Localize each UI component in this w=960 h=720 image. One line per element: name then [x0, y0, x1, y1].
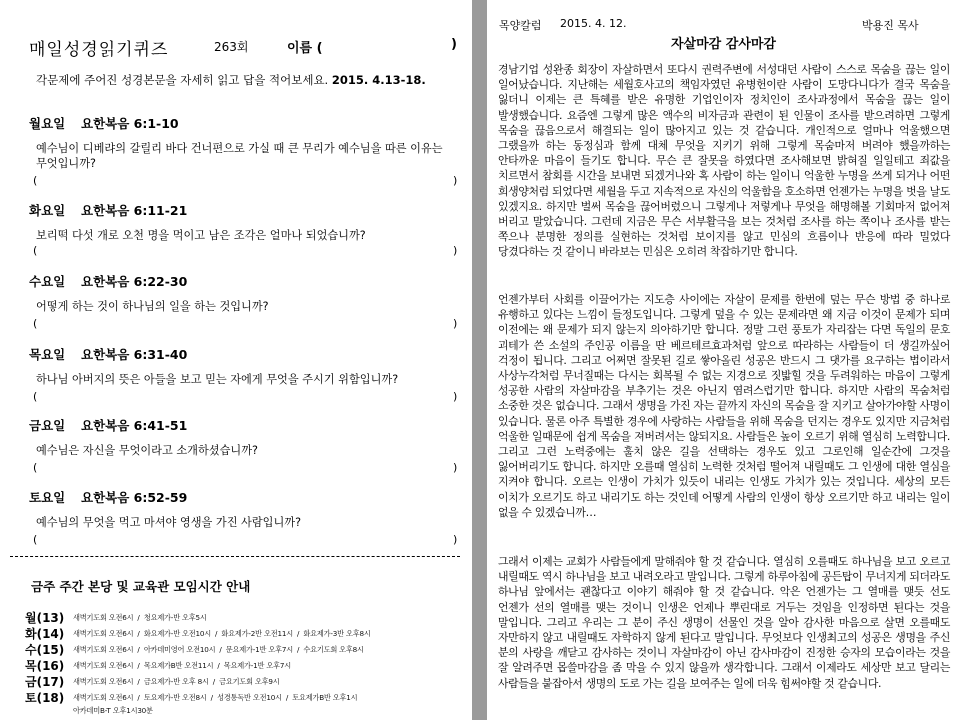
- column-paragraph: 그래서 이제는 교회가 사람들에게 말해줘야 할 것 같습니다. 열심히 오를때도 하나님을 보고 오르고 내릴때도 역시 하나님을 보고 내려오라고 말입니다. 그렇게 하루아침에 공든탑이 무너지게 되더라도 하나님 앞에서는 괜찮다고 이야기 해줘야 할 것 같습니다. 악은 언젠가는 그 열매를 맺듯 선도 언젠가 선의 열매를 맺는 것이니 인생은 언제나 뿌린대로 거두는 것임을 인정하면 된다는 것을 말입니다. 그리고 우리는 그 분이 주신 생명이 선물인 것을 알아 감사한 마음으로 살면 오를때도 자만하지 않고 내릴때도 자학하지 않게 된다고 말입니다. 무엇보다 인생최고의 성공은 생명을 주신 분의 사랑을 깨닫고 감사하는 것이니 자살마감이 아닌 감사마감이 진정한 승자의 모습이라는 것을 잘 알려주면 몹쓸마감을 좀 막을 수 있지 않을까 생각합니다. 그래서 이제라도 세상만 보고 달리는 사람들을 붙잡아서 생명의 도로 가는 길을 보여주는 일에 더욱 힘써야할 것 같습니다.: [498, 555, 950, 690]
- schedule-row-tue: 화(14) 새벽기도회 오전6시 / 화요제가-반 오전10시 / 화요제가-2반 오전11시 / 화요제가-3반 오후8시: [25, 627, 371, 641]
- schedule-day: 화(14): [25, 627, 65, 641]
- schedule-row-thu: 목(16) 새벽기도회 오전6시 / 목요제가B반 오전11시 / 목요제가-1반 오후7시: [25, 659, 291, 673]
- dashed-divider: [10, 556, 460, 557]
- schedule-item: 화요제가-3반 오후8시: [303, 628, 371, 638]
- schedule-item: 문요제가-1반 오후7시: [225, 644, 293, 654]
- column-paragraph: 언젠가부터 사회를 이끌어가는 지도층 사이에는 자살이 문제를 한번에 덮는 무슨 방법 중 하나로 유행하고 있다는 느낌이 들정도입니다. 그렇게 덮을 수 있는 문제라면 왜 지금 이것이 문제가 되며 이전에는 왜 문제가 되지 않는지 의아하기만 합니다. 정말 그런 풍토가 자리잡는 다면 독일의 문호 괴테가 쓴 소설의 주인공 이름을 딴 베르테르효과처럼 앞으로 따라하는 사람들이 더 생길까싶어 걱정이 됩니다. 그리고 어쩌면 잘못된 길로 쌓아올린 성공은 반드시 그 댓가를 요구하는 법이라서 사상누각처럼 무너질때는 다시는 회복될 수 없는 지경으로 짓밟힐 것을 두려워하는 마음이 그렇게 성공한 사람의 자살마감을 부추기는 것은 아닌지 염려스럽기만 합니다. 하지만 사람의 목숨처럼 소중한 것은 없습니다. 그래서 생명을 가진 자는 끝까지 자신의 목숨을 잘 지키고 살아가야할 사명이 있습니다. 물론 아주 특별한 경우에 사랑하는 사람들을 위해 목숨을 던지는 경우도 있지만 지금처럼 억울한 일때문에 쉽게 목숨을 져버려서는 않되지요. 사람들은 높이 오르기 위해 열심히 노력합니다. 그리고 그런 노력중에는 훌치 않은 길을 선택하는 경우도 있고 그로인해 일순간에 그것을 잃어버리기도 합니다. 하지만 오를때 열심히 노력한 것처럼 떨어져 내릴때도 그 인생에 대한 열심을 지켜야 합니다. 오르는 인생이 가치가 있듯이 내리는 인생도 가치가 있는 것입니다. 세상의 모든 이치가 오르기도 하고 내리기도 하는 것인데 어떻게 사람의 인생이 항상 오르기만 하고 내리는 일이 없을 수 있겠습니까…: [498, 293, 950, 519]
- schedule-item: 청요제가-반 오후5시: [143, 612, 207, 622]
- answer-open-paren: (: [33, 390, 38, 403]
- question-header: [29, 201, 187, 219]
- question-reference: 요한복음 6:11-21: [81, 203, 188, 218]
- schedule-row-wed: 수(15) 새벽기도회 오전6시 / 아카데미영어 오전10시 / 문요제가-1반 오후7시 / 수요기도회 오후8시: [25, 643, 364, 657]
- schedule-item: 아카데미영어 오전10시: [143, 644, 216, 654]
- schedule-row-fri: 금(17) 새벽기도회 오전6시 / 금요제가-반 오후 8시 / 금요기도회 오후9시: [25, 675, 280, 689]
- question-header: [29, 488, 187, 506]
- question-reference: 요한복음 6:22-30: [81, 274, 188, 289]
- question-reference: 요한복음 6:41-51: [81, 418, 188, 433]
- name-close-paren: ): [451, 37, 457, 52]
- question-text: 보리떡 다섯 개로 오천 명을 먹이고 남은 조각은 얼마나 되었습니까?: [36, 229, 366, 242]
- schedule-day: 토(18): [25, 691, 65, 705]
- schedule-item: 토요제가B반 오후1시: [292, 692, 358, 702]
- schedule-item: 아카데미B-T 오후1시30분: [73, 705, 153, 715]
- question-reference: 요한복음 6:31-40: [81, 347, 188, 362]
- question-text: 예수님은 자신을 무엇이라고 소개하셨습니까?: [36, 444, 258, 457]
- answer-close-paren: ): [453, 390, 458, 403]
- quiz-page: [0, 0, 472, 720]
- column-date: 2015. 4. 12.: [560, 17, 627, 30]
- column-label: 목양칼럼: [499, 19, 542, 32]
- question-day: 목요일: [29, 347, 66, 362]
- question-header: [29, 114, 179, 132]
- quiz-number: 263회: [214, 40, 249, 54]
- answer-open-paren: (: [33, 244, 38, 257]
- column-paragraph: 경남기업 성완종 회장이 자살하면서 또다시 권력주변에 서성대던 사람이 스스로 목숨을 끊는 일이 일어났습니다. 지난해는 세월호사고의 책임자였던 유병헌이란 사람이 도망다니다가 결국 목숨을 잃더니 이제는 큰 특혜를 받은 유명한 기업인이자 정치인이 조사과정에서 목숨을 끊는 일이 발생했습니다. 요즘엔 그렇게 많은 액수의 비자금과 관련이 된 인물이 조사를 받으려하면 그렇게 목숨을 끊음으로서 해결되는 일이 많아지고 있는 것 같습니다. 개인적으로 얼마나 억울했으면 그랬을까 하는 동정심과 함께 대체 무엇을 지키기 위해 그렇게 목숨마저 버려야 했을까하는 안타까운 마음이 들기도 합니다. 무슨 큰 잘못을 하였다면 조사해보면 밝혀질 일일테고 죄값을 치르면서 참회를 시간을 보내면 되겠거나와 혹 사람이 하는 일이니 억울한 누명을 쓰게 되거나 어떤 희생양처럼 되었다면 세월을 두고 지속적으로 자신의 억울함을 호소하면 언젠가는 누명을 벗을 날도 있겠지요. 하지만 벌써 목숨을 끊어버렸으니 그렇게나 저렇게나 무엇을 해명해볼 기회마저 없어져 버리고 말았습니다. 그런데 지금은 무슨 서부활극을 보는 것처럼 조사를 하는 쪽이나 조사를 받는 쪽으나 분명한 정의를 실현하는 것처럼 보이지를 않고 민심의 흐름이나 반응에 따라 밀었다 당겼다하는 것 같이니 바라보는 민심은 오히려 착잡하기만 합니다.: [498, 63, 950, 259]
- schedule-title: 금주 주간 본당 및 교육관 모임시간 안내: [31, 579, 251, 594]
- schedule-row-sat-cont: [73, 700, 153, 716]
- schedule-item: 목요제가B반 오전11시: [143, 660, 214, 670]
- question-reference: 요한복음 6:52-59: [81, 490, 188, 505]
- answer-close-paren: ): [453, 461, 458, 474]
- schedule-item: 목요제가-1반 오후7시: [223, 660, 291, 670]
- column-page: [487, 0, 960, 720]
- schedule-item: 새벽기도회 오전6시: [73, 676, 134, 686]
- schedule-day: 금(17): [25, 675, 65, 689]
- quiz-instruction: [36, 72, 426, 88]
- answer-close-paren: ): [453, 174, 458, 187]
- question-day: 금요일: [29, 418, 66, 433]
- schedule-item: 새벽기도회 오전6시: [73, 644, 134, 654]
- instruction-date: 2015. 4.13-18.: [331, 73, 426, 87]
- question-day: 화요일: [29, 203, 66, 218]
- answer-close-paren: ): [453, 533, 458, 546]
- question-text: 어떻게 하는 것이 하나님의 일을 하는 것입니까?: [36, 300, 269, 313]
- question-header: [29, 272, 187, 290]
- answer-open-paren: (: [33, 174, 38, 187]
- schedule-day: 수(15): [25, 643, 65, 657]
- schedule-row-mon: 월(13) 새벽기도회 오전6시 / 청요제가-반 오후5시: [25, 611, 207, 625]
- question-text: 예수님이 디베랴의 갈릴리 바다 건너편으로 가실 때 큰 무리가 예수님을 따른 이유는 무엇입니까?: [36, 142, 443, 170]
- schedule-item: 성경통독반 오전10시: [217, 692, 282, 702]
- question-header: [29, 345, 187, 363]
- schedule-day: 월(13): [25, 611, 65, 625]
- question-day: 수요일: [29, 274, 66, 289]
- schedule-item: 새벽기도회 오전6시: [73, 692, 134, 702]
- column-author: 박용진 목사: [862, 19, 919, 32]
- schedule-item: 새벽기도회 오전6시: [73, 660, 134, 670]
- instruction-text: 각문제에 주어진 성경본문을 자세히 읽고 답을 적어보세요.: [36, 73, 329, 87]
- answer-open-paren: (: [33, 461, 38, 474]
- answer-close-paren: ): [453, 317, 458, 330]
- question-header: [29, 416, 187, 434]
- question-day: 월요일: [29, 116, 66, 131]
- schedule-item: 새벽기도회 오전6시: [73, 628, 134, 638]
- schedule-item: 화요제가-2반 오전11시: [221, 628, 293, 638]
- schedule-item: 토요제가-반 오전8시: [143, 692, 207, 702]
- name-label: 이름 (: [287, 41, 323, 56]
- schedule-item: 화요제가-반 오전10시: [143, 628, 211, 638]
- schedule-item: 금요기도회 오후9시: [219, 676, 280, 686]
- schedule-item: 수요기도회 오후8시: [303, 644, 364, 654]
- answer-open-paren: (: [33, 317, 38, 330]
- column-title: 자살마감 감사마감: [671, 37, 776, 52]
- schedule-item: 금요제가-반 오후 8시: [143, 676, 209, 686]
- answer-open-paren: (: [33, 533, 38, 546]
- question-day: 토요일: [29, 490, 66, 505]
- schedule-day: 목(16): [25, 659, 65, 673]
- schedule-row-sat: 토(18) 새벽기도회 오전6시 / 토요제가-반 오전8시 / 성경통독반 오전10시 / 토요제가B반 오후1시: [25, 691, 358, 705]
- schedule-item: 새벽기도회 오전6시: [73, 612, 134, 622]
- question-text: 예수님의 무엇을 먹고 마셔야 영생을 가진 사람입니까?: [36, 516, 302, 529]
- question-text: 하나님 아버지의 뜻은 아들을 보고 믿는 자에게 무엇을 주시기 위함입니까?: [36, 373, 399, 386]
- answer-close-paren: ): [453, 244, 458, 257]
- question-reference: 요한복음 6:1-10: [81, 116, 179, 131]
- quiz-title: 매일성경읽기퀴즈: [29, 40, 169, 60]
